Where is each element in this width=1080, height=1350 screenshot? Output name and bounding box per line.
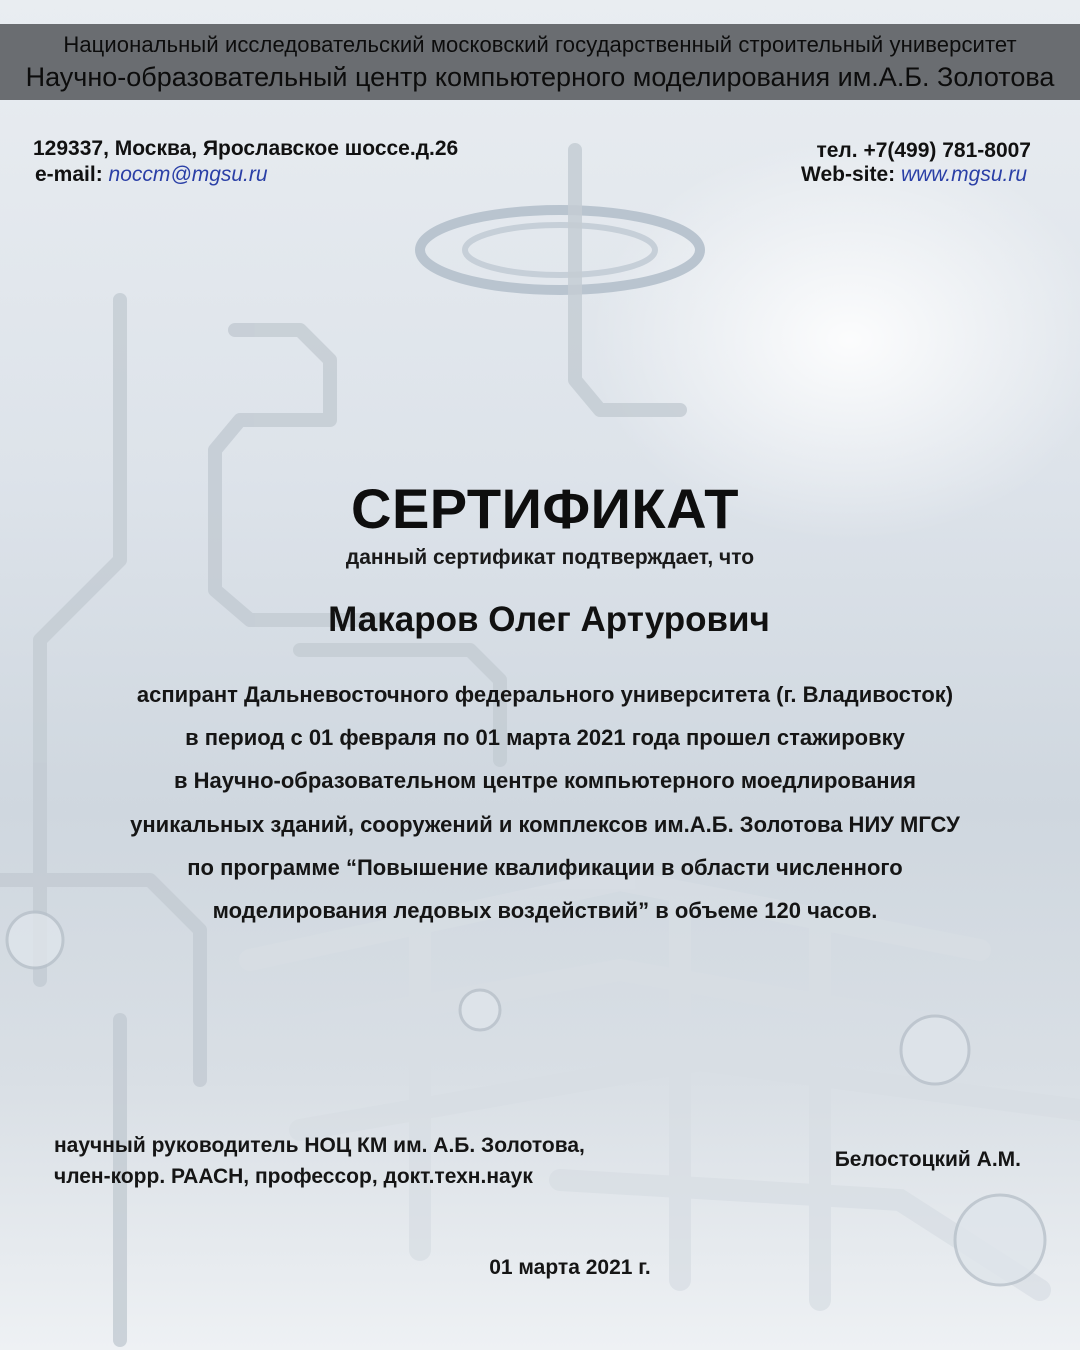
university-name: Национальный исследовательский московский государственный строительный университет <box>63 32 1017 57</box>
signatory-name: Белостоцкий А.М. <box>834 1148 1021 1171</box>
website-line <box>801 163 1027 187</box>
phone: тел. +7(499) 781-8007 <box>816 139 1031 162</box>
body-line: в Научно-образовательном центре компьютерного моедлирования <box>174 768 916 793</box>
email-line <box>35 163 268 187</box>
body-line: аспирант Дальневосточного федерального университета (г. Владивосток) <box>136 682 954 707</box>
issue-date: 01 марта 2021 г. <box>489 1256 651 1279</box>
website-link[interactable]: www.mgsu.ru <box>900 163 1027 186</box>
body-line: уникальных зданий, сооружений и комплексов им.А.Б. Золотова НИУ МГСУ <box>130 812 960 837</box>
certificate-title: СЕРТИФИКАТ <box>351 477 739 540</box>
body-line: по программе “Повышение квалификации в области численного <box>187 855 903 880</box>
recipient-name: Макаров Олег Артурович <box>328 600 770 639</box>
body-line: в период с 01 февраля по 01 марта 2021 года прошел стажировку <box>185 725 905 750</box>
website-label: Web-site: <box>801 163 896 186</box>
signatory-role-line1: научный руководитель НОЦ КМ им. А.Б. Золотова, <box>54 1134 585 1157</box>
center-name: Научно-образовательный центр компьютерного моделирования им.А.Б. Золотова <box>25 62 1055 92</box>
body-line: моделирования ледовых воздействий” в объеме 120 часов. <box>212 898 878 923</box>
email-label: e-mail: <box>35 163 103 186</box>
address: 129337, Москва, Ярославское шоссе.д.26 <box>33 137 459 160</box>
certificate-subtitle: данный сертификат подтверждает, что <box>345 546 755 569</box>
email-link[interactable]: noccm@mgsu.ru <box>108 163 268 186</box>
signatory-role-line2: член-корр. РААСН, профессор, докт.техн.наук <box>54 1165 533 1188</box>
